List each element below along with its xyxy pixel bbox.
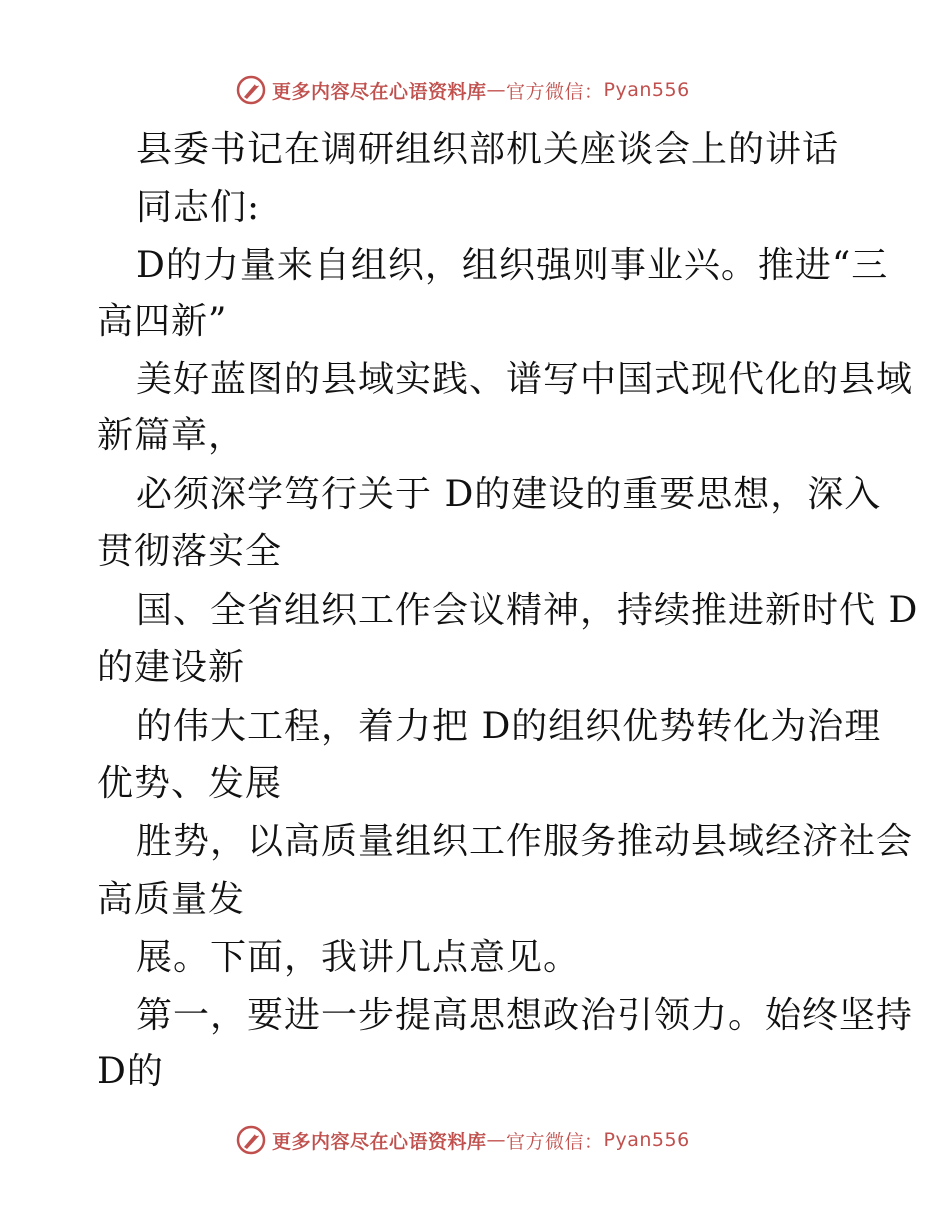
watermark-dash: — xyxy=(486,1129,507,1151)
text-line: 的建设新 xyxy=(97,647,246,688)
document-title: 县委书记在调研组织部机关座谈会上的讲话 xyxy=(136,129,840,170)
text-line: 优势、发展 xyxy=(97,763,283,804)
text-line: 的伟大工程，着力把 D的组织优势转化为治理 xyxy=(136,706,882,747)
text-line: 高质量发 xyxy=(97,879,246,920)
text-line: 展。下面，我讲几点意见。 xyxy=(136,937,581,978)
watermark-official-label: 官方微信： xyxy=(506,80,604,103)
watermark-main-text: 更多内容尽在心语资料库 xyxy=(272,80,487,103)
watermark-main-text: 更多内容尽在心语资料库 xyxy=(272,1130,487,1153)
text-line: 新篇章， xyxy=(97,415,246,456)
text-line: D的力量来自组织，组织强则事业兴。推进“三 xyxy=(136,245,889,286)
text-line: 美好蓝图的县域实践、谱写中国式现代化的县域 xyxy=(136,359,914,400)
watermark-official-label: 官方微信： xyxy=(506,1130,604,1153)
text-line: D的 xyxy=(97,1051,164,1092)
text-line: 贯彻落实全 xyxy=(97,531,283,572)
text-line: 国、全省组织工作会议精神，持续推进新时代 D xyxy=(136,590,919,631)
text-line: 高四新” xyxy=(97,301,228,342)
header-watermark xyxy=(236,73,690,107)
pen-logo-icon xyxy=(236,1125,266,1155)
watermark-wechat-id: Pyan556 xyxy=(603,79,690,101)
text-line: 必须深学笃行关于 D的建设的重要思想，深入 xyxy=(136,474,882,515)
pen-logo-icon xyxy=(236,75,266,105)
salutation: 同志们: xyxy=(136,187,261,228)
footer-watermark xyxy=(236,1123,690,1157)
watermark-dash: — xyxy=(486,79,507,101)
text-line: 第一，要进一步提高思想政治引领力。始终坚持 xyxy=(136,995,914,1036)
watermark-wechat-id: Pyan556 xyxy=(603,1129,690,1151)
text-line: 胜势，以高质量组织工作服务推动县域经济社会 xyxy=(136,821,914,862)
